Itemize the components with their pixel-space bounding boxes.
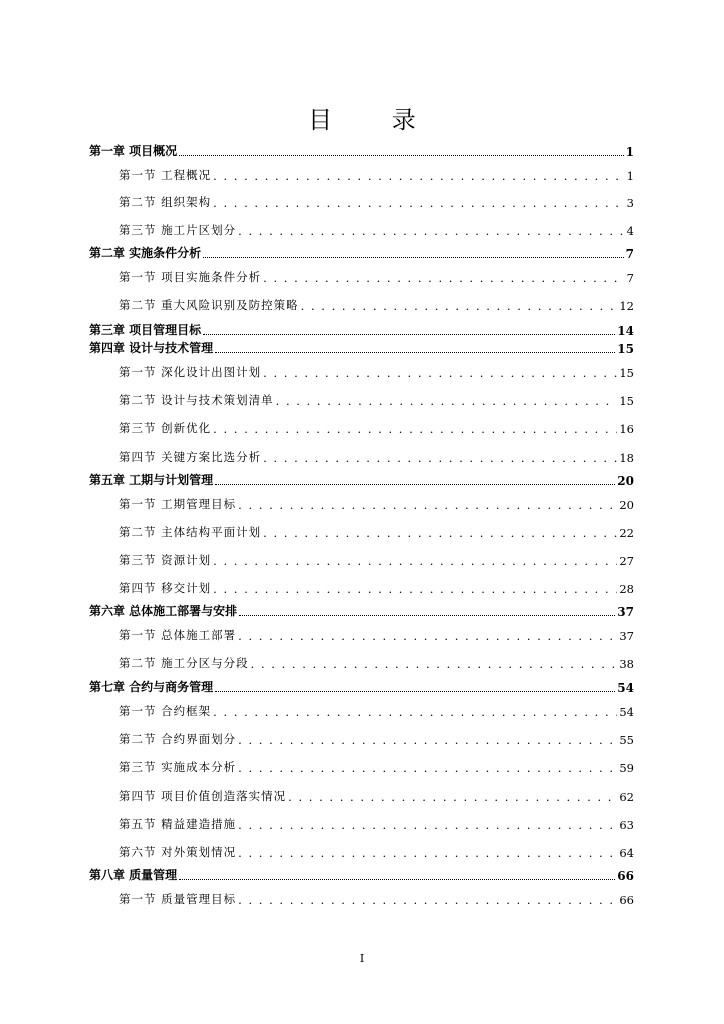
toc-label: 第二章 实施条件分析 [89, 246, 202, 260]
toc-page-number: 16 [619, 422, 634, 436]
toc-leader [215, 691, 615, 692]
toc-label: 第二节 重大风险识别及防控策略 [119, 298, 299, 312]
toc-label: 第四节 关键方案比选分析 [119, 450, 262, 464]
toc-entry-section[interactable] [89, 817, 634, 832]
toc-page-number: 7 [626, 271, 634, 285]
toc-leader [238, 733, 617, 747]
toc-page-number: 37 [619, 629, 634, 643]
toc-label: 第三节 实施成本分析 [119, 760, 237, 774]
toc-leader [276, 394, 618, 408]
toc-page-number: 66 [617, 869, 634, 883]
toc-page-number: 38 [619, 657, 634, 671]
toc-leader [263, 271, 625, 285]
toc-entry-chapter[interactable] [89, 323, 634, 338]
toc-page-number: 12 [619, 299, 634, 313]
toc-label: 第三节 创新优化 [119, 421, 212, 435]
toc-entry-chapter[interactable] [89, 144, 634, 159]
toc-leader [238, 224, 625, 238]
toc-page-number: 15 [617, 342, 634, 356]
toc-page-number: 54 [619, 705, 634, 719]
toc-entry-section[interactable] [89, 845, 634, 860]
toc-page-number: 54 [617, 681, 634, 695]
toc-entry-section[interactable] [89, 892, 634, 907]
toc-entry-chapter[interactable] [89, 604, 634, 619]
toc-label: 第八章 质量管理 [89, 868, 178, 882]
toc-leader [213, 554, 617, 568]
toc-label: 第一节 深化设计出图计划 [119, 365, 262, 379]
toc-page-number: 55 [619, 733, 634, 747]
toc-label: 第一节 质量管理目标 [119, 892, 237, 906]
toc-page-number: 64 [619, 846, 634, 860]
toc-label: 第四章 设计与技术管理 [89, 341, 214, 355]
toc-label: 第七章 合约与商务管理 [89, 680, 214, 694]
toc-page-number: 1 [625, 145, 634, 159]
toc-label: 第一章 项目概况 [89, 144, 178, 158]
toc-leader [301, 299, 618, 313]
toc-entry-section[interactable] [89, 421, 634, 436]
toc-label: 第二节 施工分区与分段 [119, 656, 249, 670]
toc-entry-section[interactable] [89, 497, 634, 512]
toc-entry-section[interactable] [89, 168, 634, 183]
toc-entry-section[interactable] [89, 628, 634, 643]
toc-leader [213, 582, 617, 596]
toc-leader [238, 818, 617, 832]
toc-entry-chapter[interactable] [89, 473, 634, 488]
toc-label: 第一节 总体施工部署 [119, 628, 237, 642]
toc-leader [239, 615, 615, 616]
toc-entry-section[interactable] [89, 553, 634, 568]
toc-leader [263, 451, 617, 465]
toc-leader [213, 169, 625, 183]
toc-label: 第六章 总体施工部署与安排 [89, 604, 238, 618]
toc-page-number: 4 [626, 224, 634, 238]
toc-label: 第二节 合约界面划分 [119, 732, 237, 746]
toc-leader [203, 257, 623, 258]
toc-leader [179, 879, 615, 880]
toc-entry-section[interactable] [89, 365, 634, 380]
toc-page-number: 37 [617, 605, 634, 619]
toc-entry-section[interactable] [89, 393, 634, 408]
toc-page-number: 15 [619, 366, 634, 380]
toc-label: 第一节 工期管理目标 [119, 497, 237, 511]
toc-page-number: 20 [617, 474, 634, 488]
toc-page-number: 15 [619, 394, 634, 408]
toc-page-number: 28 [619, 582, 634, 596]
toc-label: 第三章 项目管理目标 [89, 323, 202, 337]
toc-leader [213, 705, 617, 719]
toc-page-number: 3 [626, 196, 634, 210]
toc-leader [263, 526, 617, 540]
toc-leader [215, 484, 615, 485]
toc-leader [179, 155, 623, 156]
toc-page-number: 22 [619, 526, 634, 540]
toc-entry-section[interactable] [89, 270, 634, 285]
toc-leader [263, 366, 617, 380]
toc-entry-section[interactable] [89, 656, 634, 671]
toc-entry-section[interactable] [89, 760, 634, 775]
toc-leader [238, 498, 617, 512]
toc-label: 第六节 对外策划情况 [119, 845, 237, 859]
toc-entry-chapter[interactable] [89, 341, 634, 356]
toc-page-number: 18 [619, 451, 634, 465]
toc-leader [213, 422, 617, 436]
toc-leader [251, 657, 618, 671]
toc-entry-section[interactable] [89, 581, 634, 596]
toc-entry-chapter[interactable] [89, 868, 634, 883]
toc-entry-chapter[interactable] [89, 680, 634, 695]
toc-page-number: 14 [617, 324, 634, 338]
toc-leader [238, 629, 617, 643]
toc-leader [288, 790, 617, 804]
toc-entry-section[interactable] [89, 525, 634, 540]
page-footer-number: I [359, 952, 365, 965]
toc-page-number: 63 [619, 818, 634, 832]
toc-label: 第二节 设计与技术策划清单 [119, 393, 274, 407]
toc-page-number: 20 [619, 498, 634, 512]
toc-label: 第四节 移交计划 [119, 581, 212, 595]
toc-label: 第三节 施工片区划分 [119, 223, 237, 237]
toc-page-number: 59 [619, 761, 634, 775]
toc-leader [238, 761, 617, 775]
toc-label: 第一节 合约框架 [119, 704, 212, 718]
toc-leader [203, 334, 615, 335]
page-title: 目 录 [308, 106, 442, 134]
toc-leader [238, 846, 617, 860]
toc-entry-section[interactable] [89, 298, 634, 313]
toc-label: 第五章 工期与计划管理 [89, 473, 214, 487]
toc-entry-chapter[interactable] [89, 246, 634, 261]
toc-leader [238, 893, 617, 907]
toc-label: 第四节 项目价值创造落实情况 [119, 789, 287, 803]
toc-entry-section[interactable] [89, 704, 634, 719]
toc-leader [215, 352, 615, 353]
toc-entry-section[interactable] [89, 789, 634, 804]
toc-label: 第一节 工程概况 [119, 168, 212, 182]
toc-page-number: 27 [619, 554, 634, 568]
toc-label: 第二节 组织架构 [119, 195, 212, 209]
toc-entry-section[interactable] [89, 732, 634, 747]
toc-label: 第三节 资源计划 [119, 553, 212, 567]
toc-entry-section[interactable] [89, 223, 634, 238]
toc-page-number: 62 [619, 790, 634, 804]
toc-entry-section[interactable] [89, 450, 634, 465]
toc-label: 第五节 精益建造措施 [119, 817, 237, 831]
toc-page-number: 66 [619, 893, 634, 907]
toc-label: 第一节 项目实施条件分析 [119, 270, 262, 284]
toc-page-number: 7 [625, 247, 634, 261]
toc-leader [213, 196, 625, 210]
toc-page-number: 1 [626, 169, 634, 183]
toc-label: 第二节 主体结构平面计划 [119, 525, 262, 539]
toc-entry-section[interactable] [89, 195, 634, 210]
